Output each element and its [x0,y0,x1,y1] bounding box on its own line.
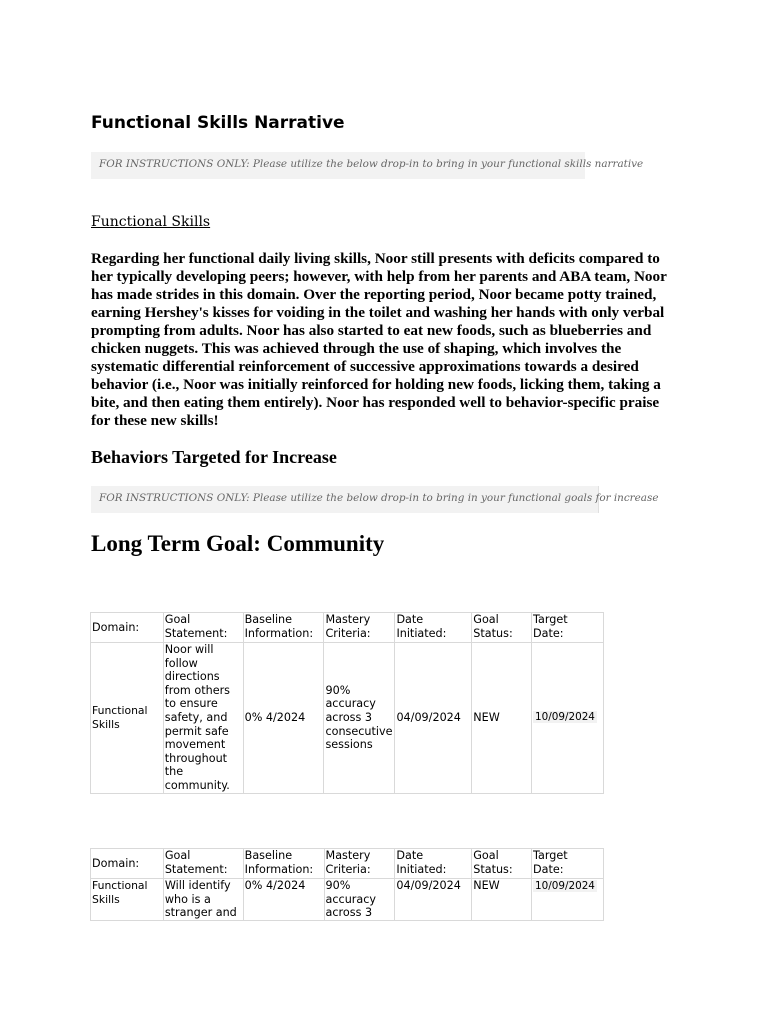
cell-goal-status: NEW [472,643,532,794]
header-goal-status: Goal Status: [472,849,532,879]
header-mastery: Mastery Criteria: [324,849,395,879]
instruction-box-narrative: FOR INSTRUCTIONS ONLY: Please utilize the below drop-in to bring in your functional skills narrative [91,152,585,179]
cell-target-date [532,879,604,921]
cell-mastery: 90% accuracy across 3 [324,879,395,921]
paragraph-line: Regarding her functional daily living skills, Noor still presents with deficits compared to [91,250,660,267]
header-baseline: Baseline Information: [243,849,324,879]
table-row [91,643,604,794]
header-goal-statement: Goal Statement: [163,613,243,643]
target-date-value: 10/09/2024 [535,711,595,724]
goal-table [90,848,604,921]
table-header-row [91,613,604,643]
goal-table [90,612,604,794]
header-domain: Domain: [91,613,164,643]
header-target-date: Target Date: [532,613,604,643]
paragraph-line: earning Hershey's kisses for voiding in the toilet and washing her hands with only verbal [91,304,665,321]
paragraph-line: prompting from adults. Noor has also started to eat new foods, such as blueberries and [91,322,652,339]
section-title-narrative: Functional Skills Narrative [91,113,345,133]
header-domain: Domain: [91,849,164,879]
header-baseline: Baseline Information: [243,613,324,643]
header-target-date: Target Date: [532,849,604,879]
header-date-initiated: Date Initiated: [395,613,472,643]
header-date-initiated: Date Initiated: [395,849,472,879]
instruction-box-behaviors: FOR INSTRUCTIONS ONLY: Please utilize the below drop-in to bring in your functional goals for increase [91,486,599,513]
cell-goal-statement: Will identify who is a stranger and [163,879,243,921]
subheading-functional-skills: Functional Skills [91,214,211,230]
paragraph-line: her typically developing peers; however, with help from her parents and ABA team, Noor [91,268,667,285]
cell-date-initiated: 04/09/2024 [395,643,472,794]
paragraph-line: systematic differential reinforcement of successive approximations towards a desired [91,358,639,375]
target-date-value: 10/09/2024 [535,880,595,892]
cell-target-date [532,643,604,794]
cell-domain: Functional Skills [91,879,164,921]
cell-goal-statement: Noor will follow directions from others to ensure safety, and permit safe movement throughout the community. [163,643,243,794]
header-goal-status: Goal Status: [472,613,532,643]
cell-date-initiated: 04/09/2024 [395,879,472,921]
header-mastery: Mastery Criteria: [324,613,395,643]
long-term-goal-title: Long Term Goal: Community [91,531,385,556]
paragraph-line: behavior (i.e., Noor was initially reinforced for holding new foods, licking them, taking a [91,376,661,393]
paragraph-line: has made strides in this domain. Over the reporting period, Noor became potty trained, [91,286,657,303]
paragraph-line: for these new skills! [91,412,219,429]
table-header-row [91,849,604,879]
cell-goal-status: NEW [472,879,532,921]
cell-mastery: 90% accuracy across 3 consecutive sessions [324,643,395,794]
paragraph-line: bite, and then eating them entirely). Noor has responded well to behavior-specific praise [91,394,660,411]
paragraph-line: chicken nuggets. This was achieved through the use of shaping, which involves the [91,340,622,357]
header-goal-statement: Goal Statement: [163,849,243,879]
cell-baseline: 0% 4/2024 [243,879,324,921]
narrative-paragraph [91,250,691,430]
cell-domain: Functional Skills [91,643,164,794]
cell-baseline: 0% 4/2024 [243,643,324,794]
section-title-behaviors: Behaviors Targeted for Increase [91,447,337,467]
table-row [91,879,604,921]
